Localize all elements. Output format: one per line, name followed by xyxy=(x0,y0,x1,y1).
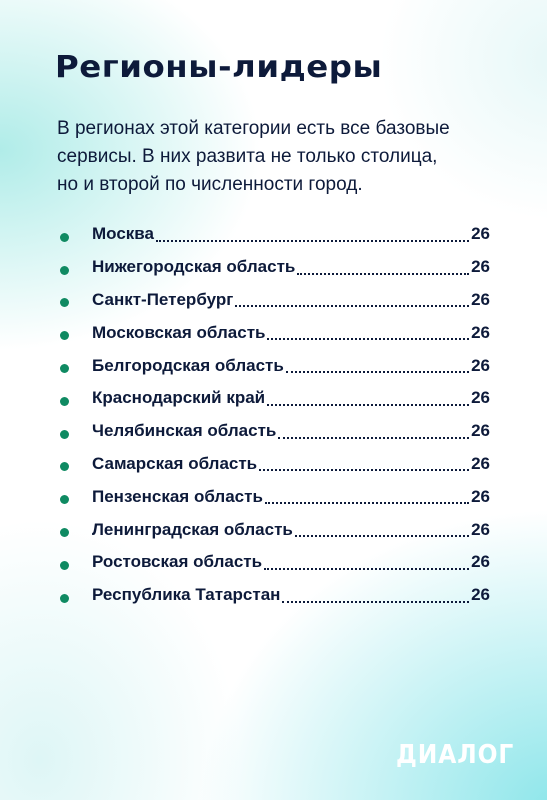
list-item xyxy=(60,284,490,317)
list-item xyxy=(60,448,490,481)
region-score: 26 xyxy=(471,224,490,244)
region-score: 26 xyxy=(471,519,490,539)
region-name: Республика Татарстан xyxy=(92,585,281,605)
region-name: Ростовская область xyxy=(92,552,263,572)
region-name: Самарская область xyxy=(92,453,258,473)
list-item xyxy=(60,251,490,284)
region-score: 26 xyxy=(471,388,490,408)
list-item xyxy=(60,579,490,612)
list-item xyxy=(60,316,490,349)
region-name: Пензенская область xyxy=(92,486,263,506)
region-score: 26 xyxy=(471,257,490,277)
bullet-icon xyxy=(60,561,69,570)
regions-list xyxy=(60,218,490,612)
region-name: Московская область xyxy=(92,322,266,342)
region-name: Краснодарский край xyxy=(92,388,266,408)
bullet-icon xyxy=(60,528,69,537)
list-item xyxy=(60,382,490,415)
region-score: 26 xyxy=(471,355,490,375)
list-item xyxy=(60,546,490,579)
dotted-leader xyxy=(259,461,469,471)
dotted-leader xyxy=(282,593,469,603)
region-score: 26 xyxy=(471,486,490,506)
dotted-leader xyxy=(156,232,469,242)
bullet-icon xyxy=(60,430,69,439)
dialog-logo: ДИАЛОГ xyxy=(396,740,515,770)
list-item xyxy=(60,349,490,382)
intro-line: сервисы. В них развита не только столица, xyxy=(57,146,438,167)
list-item xyxy=(60,513,490,546)
intro-line: В регионах этой категории есть все базовые xyxy=(57,118,450,139)
region-name: Ленинградская область xyxy=(92,519,293,539)
intro-text xyxy=(57,115,517,199)
bullet-icon xyxy=(60,266,69,275)
dotted-leader xyxy=(297,265,469,275)
dotted-leader xyxy=(264,560,469,570)
intro-line: но и второй по численности город. xyxy=(57,174,363,195)
region-score: 26 xyxy=(471,289,490,309)
region-name: Москва xyxy=(92,224,154,244)
dotted-leader xyxy=(286,363,469,373)
dotted-leader xyxy=(267,330,469,340)
region-name: Санкт-Петербург xyxy=(92,289,234,309)
region-score: 26 xyxy=(471,322,490,342)
bullet-icon xyxy=(60,233,69,242)
region-name: Белгородская область xyxy=(92,355,284,375)
region-name: Челябинская область xyxy=(92,421,277,441)
list-item xyxy=(60,218,490,251)
bullet-icon xyxy=(60,594,69,603)
list-item xyxy=(60,480,490,513)
region-name: Нижегородская область xyxy=(92,257,296,277)
bullet-icon xyxy=(60,495,69,504)
dotted-leader xyxy=(265,494,469,504)
dotted-leader xyxy=(295,527,469,537)
region-score: 26 xyxy=(471,453,490,473)
dotted-leader xyxy=(278,429,469,439)
list-item xyxy=(60,415,490,448)
dotted-leader xyxy=(267,396,469,406)
bullet-icon xyxy=(60,397,69,406)
region-score: 26 xyxy=(471,421,490,441)
bullet-icon xyxy=(60,331,69,340)
region-score: 26 xyxy=(471,585,490,605)
page-title: Регионы-лидеры xyxy=(55,50,383,85)
bullet-icon xyxy=(60,364,69,373)
bullet-icon xyxy=(60,462,69,471)
bullet-icon xyxy=(60,298,69,307)
dotted-leader xyxy=(235,297,469,307)
region-score: 26 xyxy=(471,552,490,572)
